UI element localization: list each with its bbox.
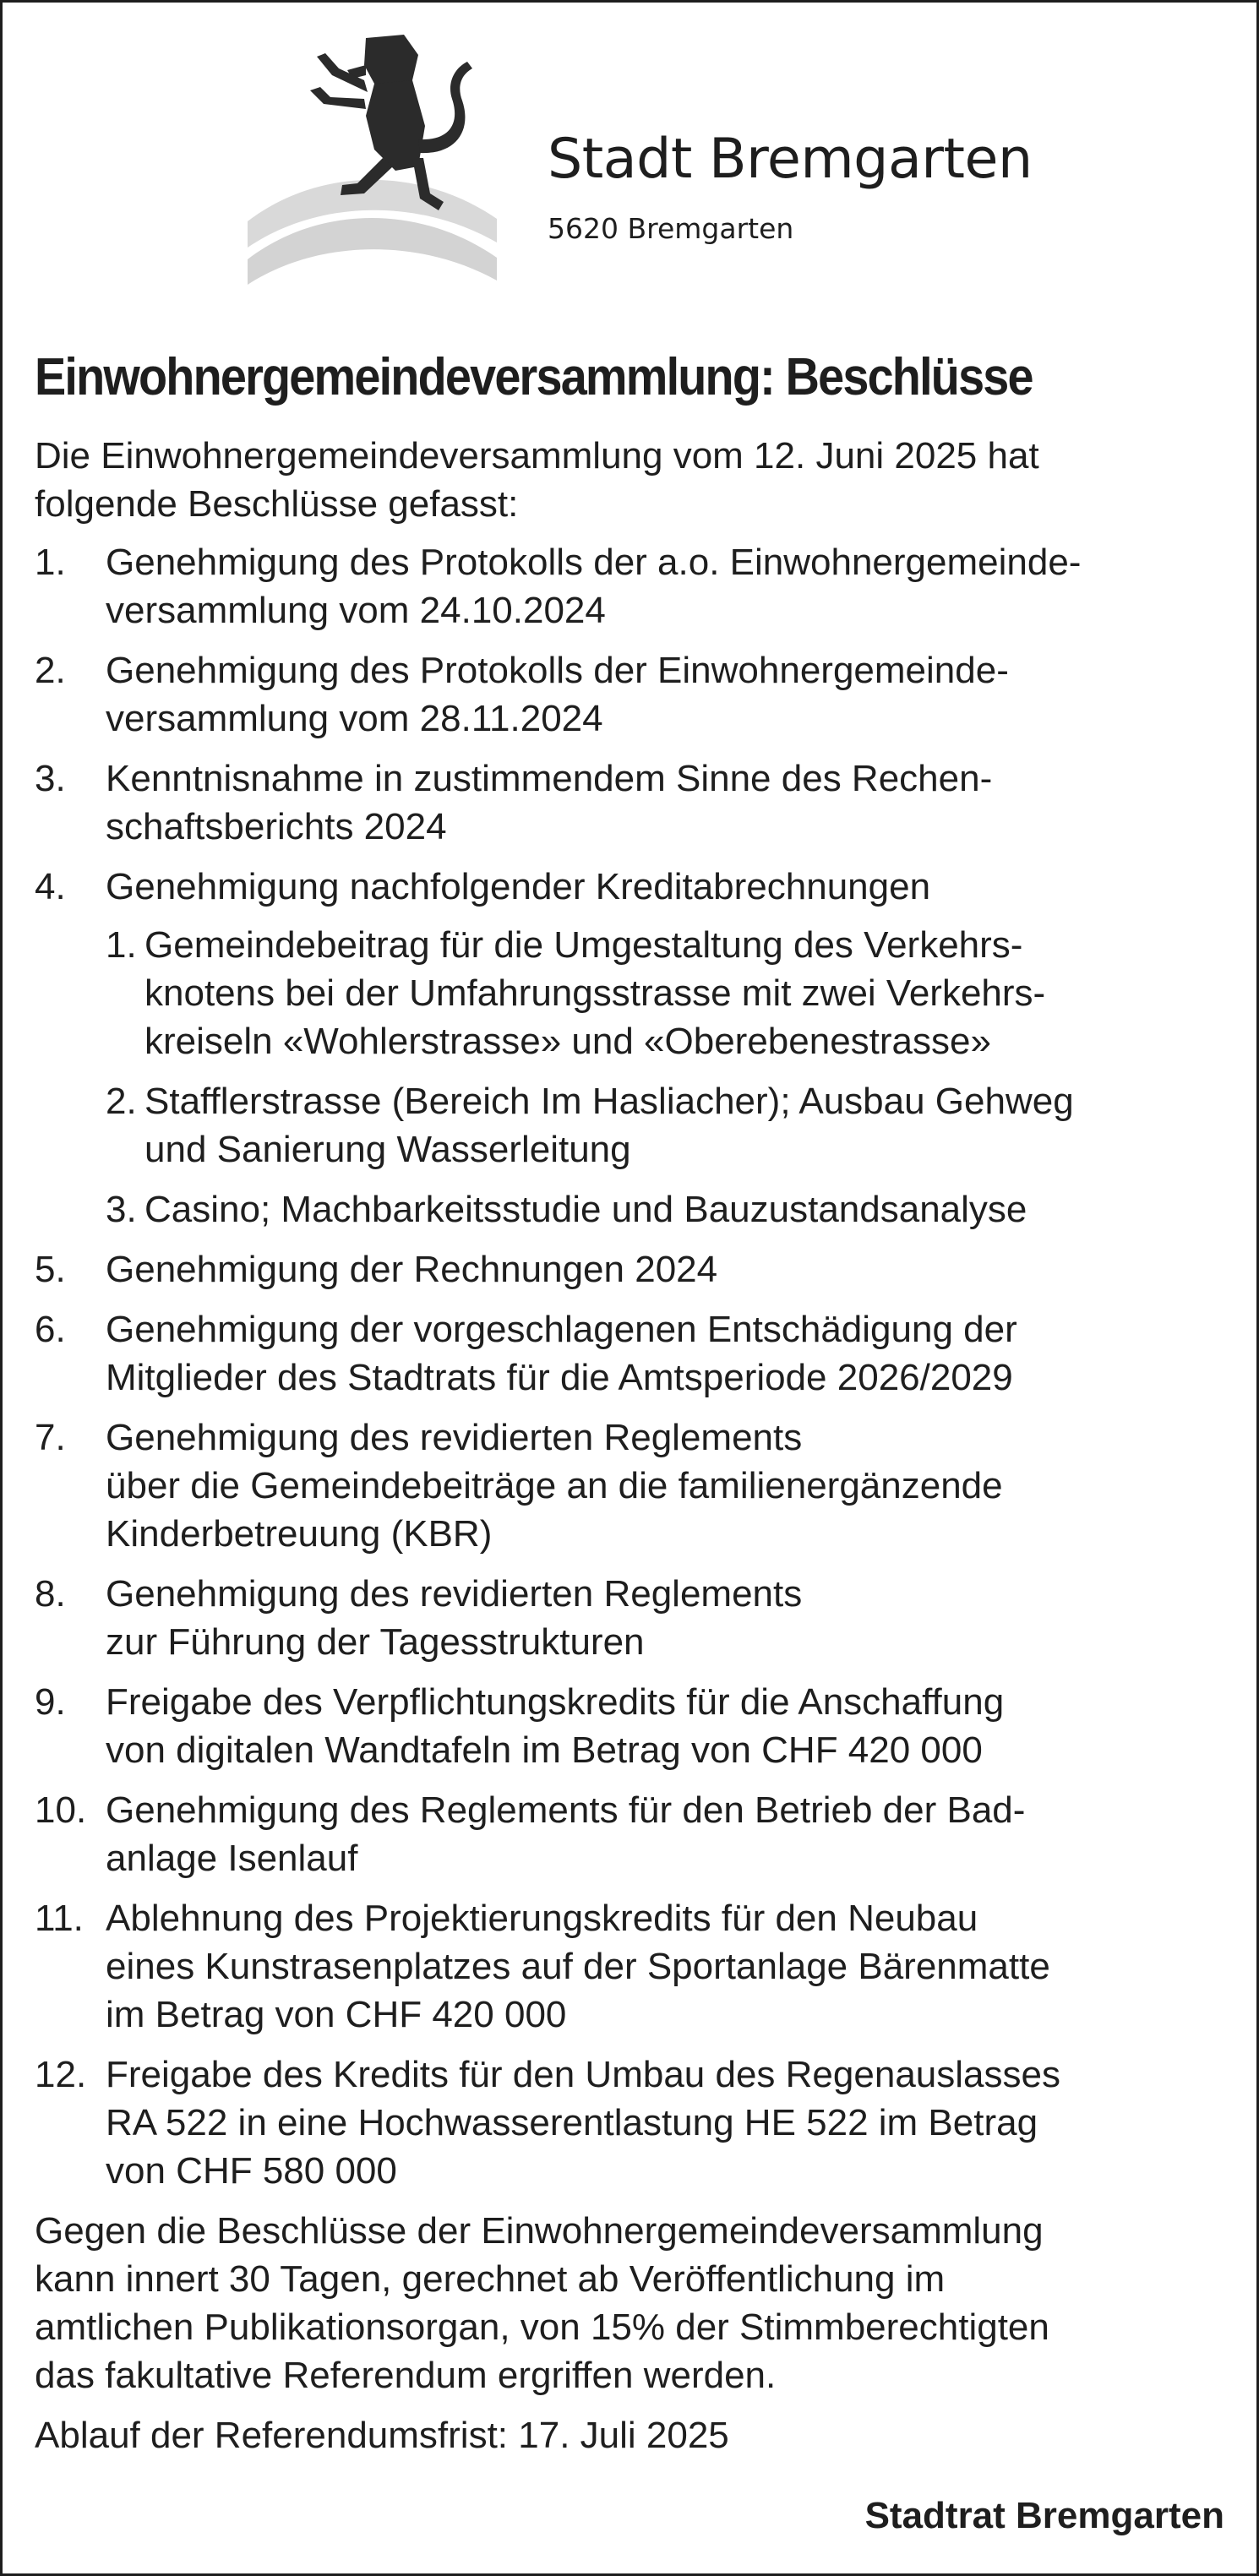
intro-line: folgende Beschlüsse gefasst: [35,483,519,525]
resolution-item [35,1245,1234,1293]
sub-item-line: Stafflerstrasse (Bereich Im Hasliacher); Ausbau Gehweg [144,1081,1074,1122]
item-number: 7. [35,1417,66,1458]
resolution-item [35,1678,1234,1774]
item-number: 1. [35,542,66,583]
referendum-deadline: Ablauf der Referendumsfrist: 17. Juli 2025 [35,2415,729,2456]
item-line: Genehmigung des Reglements für den Betrieb der Bad- [106,1789,1026,1831]
item-line: schaftsberichts 2024 [106,806,447,847]
sub-item-line: kreiseln «Wohlerstrasse» und «Oberebenestrasse» [144,1021,991,1062]
intro-paragraph [35,432,1234,528]
sub-item-number: 3. [106,1189,137,1230]
signature: Stadtrat Bremgarten [864,2495,1224,2536]
resolution-item [35,1786,1234,1882]
item-number: 5. [35,1249,66,1290]
resolution-item [35,754,1234,851]
sub-item [106,921,1234,1065]
item-line: anlage Isenlauf [106,1838,358,1879]
town-address: 5620 Bremgarten [548,212,794,245]
item-line: Freigabe des Verpflichtungskredits für die Anschaffung [106,1681,1005,1723]
sub-item-number: 2. [106,1081,137,1122]
resolution-item [35,863,1234,1234]
item-number: 11. [35,1898,84,1939]
item-line: Genehmigung des Protokolls der a.o. Einwohnergemeinde- [106,542,1082,583]
item-number: 2. [35,650,66,691]
closing-line: amtlichen Publikationsorgan, von 15% der Stimmberechtigten [35,2306,1049,2348]
notice-title: Einwohnergemeindeversammlung: Beschlüsse [35,348,1033,406]
item-number: 10. [35,1789,87,1831]
item-line: Genehmigung des Protokolls der Einwohnergemeinde- [106,650,1009,691]
item-line: versammlung vom 28.11.2024 [106,698,603,739]
resolution-item [35,1413,1234,1558]
item-number: 8. [35,1573,66,1615]
item-line: RA 522 in eine Hochwasserentlastung HE 522 im Betrag [106,2102,1038,2143]
sub-item-line: und Sanierung Wasserleitung [144,1129,631,1170]
sub-item-line: knotens bei der Umfahrungsstrasse mit zwei Verkehrs- [144,972,1046,1014]
item-line: versammlung vom 24.10.2024 [106,590,606,631]
item-number: 6. [35,1309,66,1350]
sub-item-line: Gemeindebeitrag für die Umgestaltung des Verkehrs- [144,924,1023,966]
item-line: Genehmigung der Rechnungen 2024 [106,1249,718,1290]
item-number: 12. [35,2054,87,2095]
town-name: Stadt Bremgarten [548,128,1033,191]
item-line: Genehmigung nachfolgender Kreditabrechnungen [106,866,931,907]
bremgarten-coat-of-arms-icon [239,31,526,323]
item-line: von digitalen Wandtafeln im Betrag von CHF 420 000 [106,1729,983,1771]
closing-line: kann innert 30 Tagen, gerechnet ab Veröffentlichung im [35,2258,946,2300]
item-number: 4. [35,866,66,907]
item-line: über die Gemeindebeiträge an die familienergänzende [106,1465,1003,1506]
item-line: Kenntnisnahme in zustimmendem Sinne des Rechen- [106,758,993,799]
closing-line: Gegen die Beschlüsse der Einwohnergemeindeversammlung [35,2210,1044,2252]
item-line: eines Kunstrasenplatzes auf der Sportanlage Bärenmatte [106,1946,1050,1987]
item-line: im Betrag von CHF 420 000 [106,1994,567,2035]
sub-item-number: 1. [106,924,137,966]
item-line: Mitglieder des Stadtrats für die Amtsperiode 2026/2029 [106,1357,1013,1398]
item-line: Genehmigung der vorgeschlagenen Entschädigung der [106,1309,1017,1350]
item-line: zur Führung der Tagesstrukturen [106,1621,645,1663]
notice-body [35,432,1234,2459]
resolution-item [35,646,1234,743]
resolution-item [35,2050,1234,2195]
resolution-item [35,1894,1234,2039]
resolutions-list [35,538,1234,2195]
sub-item-line: Casino; Machbarkeitsstudie und Bauzustandsanalyse [144,1189,1027,1230]
item-line: Genehmigung des revidierten Reglements [106,1573,803,1615]
intro-line: Die Einwohnergemeindeversammlung vom 12. Juni 2025 hat [35,435,1039,477]
closing-line: das fakultative Referendum ergriffen werden. [35,2355,777,2396]
resolution-item [35,538,1234,634]
item-line: Kinderbetreuung (KBR) [106,1513,493,1555]
item-line: Genehmigung des revidierten Reglements [106,1417,803,1458]
credit-settlements-list [106,921,1234,1234]
referendum-notice [35,2207,1234,2399]
item-number: 3. [35,758,66,799]
resolution-item [35,1570,1234,1666]
sub-item [106,1185,1234,1234]
sub-item [106,1077,1234,1174]
header [3,3,1259,324]
item-line: von CHF 580 000 [106,2150,397,2192]
item-line: Freigabe des Kredits für den Umbau des Regenauslasses [106,2054,1060,2095]
item-number: 9. [35,1681,66,1723]
item-line: Ablehnung des Projektierungskredits für den Neubau [106,1898,978,1939]
resolution-item [35,1305,1234,1402]
